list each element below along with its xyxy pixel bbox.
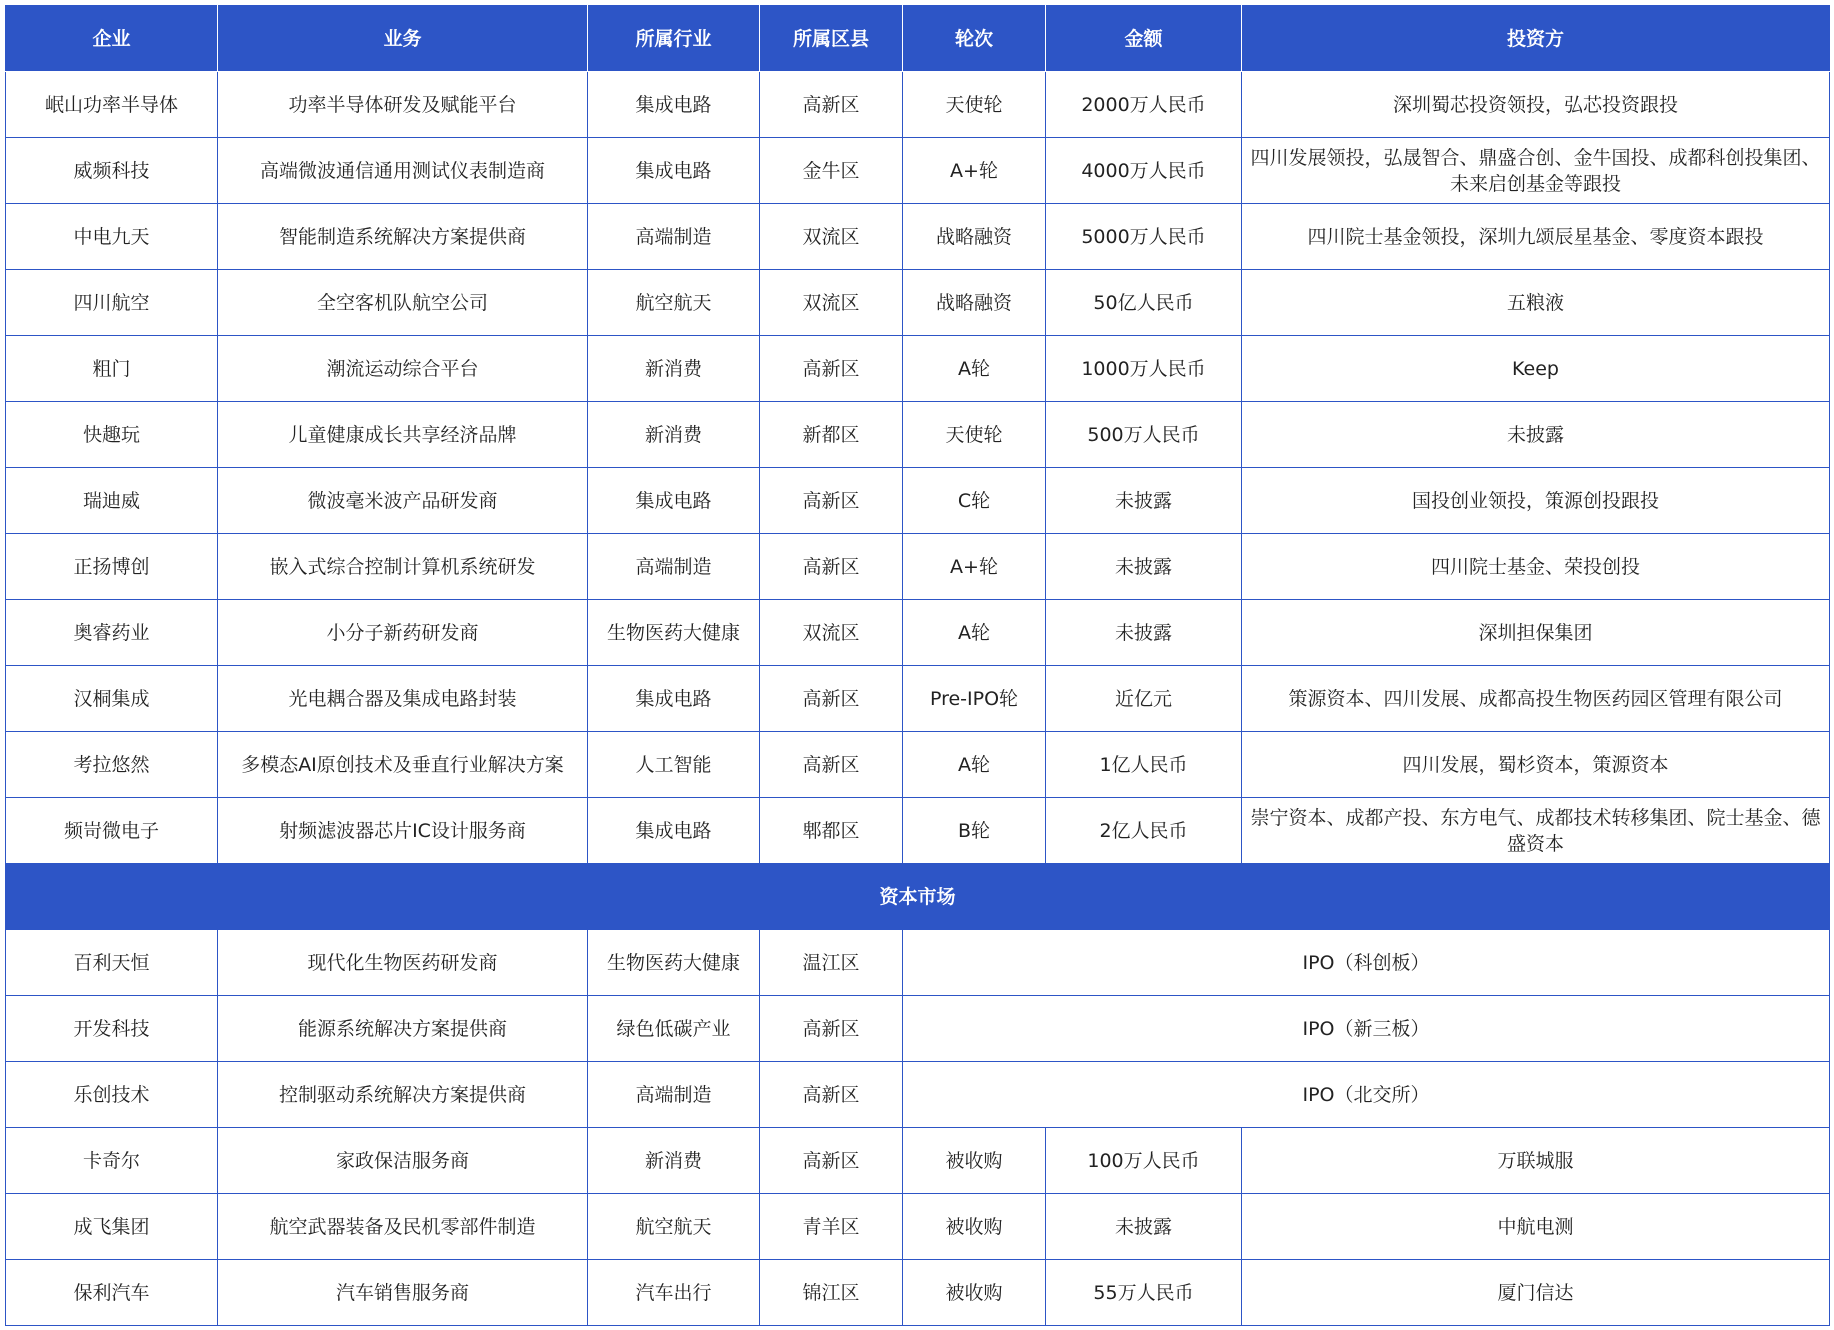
cell-business: 儿童健康成长共享经济品牌 (218, 402, 588, 468)
header-business: 业务 (218, 6, 588, 72)
cell-company: 威频科技 (6, 138, 218, 204)
cell-amount: 未披露 (1046, 600, 1242, 666)
cell-business: 智能制造系统解决方案提供商 (218, 204, 588, 270)
table-row (6, 336, 1830, 402)
financing-table-container (5, 5, 1830, 1326)
cell-amount: 500万人民币 (1046, 402, 1242, 468)
cell-district: 高新区 (760, 1062, 903, 1128)
financing-table (5, 5, 1830, 1326)
table-row (6, 666, 1830, 732)
cell-district: 青羊区 (760, 1194, 903, 1260)
cell-industry: 集成电路 (588, 666, 760, 732)
cell-company: 粗门 (6, 336, 218, 402)
table-row (6, 138, 1830, 204)
cell-investors: 四川院士基金领投，深圳九颂辰星基金、零度资本跟投 (1242, 204, 1830, 270)
cell-ipo-status: IPO（北交所） (903, 1062, 1830, 1128)
cell-round: A+轮 (903, 534, 1046, 600)
cell-company: 正扬博创 (6, 534, 218, 600)
cell-investors: 厦门信达 (1242, 1260, 1830, 1326)
cell-investors: 深圳蜀芯投资领投，弘芯投资跟投 (1242, 72, 1830, 138)
header-amount: 金额 (1046, 6, 1242, 72)
cell-industry: 集成电路 (588, 72, 760, 138)
cell-ipo-status: IPO（新三板） (903, 996, 1830, 1062)
cell-business: 功率半导体研发及赋能平台 (218, 72, 588, 138)
table-row (6, 798, 1830, 864)
cell-industry: 航空航天 (588, 270, 760, 336)
cell-amount: 未披露 (1046, 468, 1242, 534)
cell-round: 被收购 (903, 1128, 1046, 1194)
cell-district: 高新区 (760, 336, 903, 402)
cell-round: 被收购 (903, 1194, 1046, 1260)
cell-district: 高新区 (760, 732, 903, 798)
cell-investors: 四川发展领投，弘晟智合、鼎盛合创、金牛国投、成都科创投集团、未来启创基金等跟投 (1242, 138, 1830, 204)
table-row (6, 468, 1830, 534)
cell-round: A轮 (903, 600, 1046, 666)
cell-investors: 深圳担保集团 (1242, 600, 1830, 666)
cell-industry: 汽车出行 (588, 1260, 760, 1326)
cell-industry: 集成电路 (588, 468, 760, 534)
cell-amount: 2亿人民币 (1046, 798, 1242, 864)
cell-industry: 生物医药大健康 (588, 600, 760, 666)
cell-round: Pre-IPO轮 (903, 666, 1046, 732)
cell-amount: 未披露 (1046, 1194, 1242, 1260)
cell-company: 瑞迪威 (6, 468, 218, 534)
cell-round: A轮 (903, 336, 1046, 402)
cell-round: 战略融资 (903, 270, 1046, 336)
cell-round: A+轮 (903, 138, 1046, 204)
cell-round: A轮 (903, 732, 1046, 798)
section-title: 资本市场 (6, 864, 1830, 930)
cell-company: 频岢微电子 (6, 798, 218, 864)
cell-business: 小分子新药研发商 (218, 600, 588, 666)
cell-district: 温江区 (760, 930, 903, 996)
cell-district: 高新区 (760, 468, 903, 534)
cell-business: 多模态AI原创技术及垂直行业解决方案 (218, 732, 588, 798)
table-row (6, 270, 1830, 336)
section-row-capital-market (6, 864, 1830, 930)
cell-district: 双流区 (760, 600, 903, 666)
cell-investors: Keep (1242, 336, 1830, 402)
table-row (6, 402, 1830, 468)
cell-amount: 1亿人民币 (1046, 732, 1242, 798)
cell-company: 成飞集团 (6, 1194, 218, 1260)
cell-round: 天使轮 (903, 402, 1046, 468)
cell-district: 郫都区 (760, 798, 903, 864)
cell-business: 嵌入式综合控制计算机系统研发 (218, 534, 588, 600)
cell-amount: 未披露 (1046, 534, 1242, 600)
cell-company: 汉桐集成 (6, 666, 218, 732)
cell-district: 高新区 (760, 666, 903, 732)
cell-company: 快趣玩 (6, 402, 218, 468)
cell-company: 百利天恒 (6, 930, 218, 996)
table-row (6, 534, 1830, 600)
cell-investors: 中航电测 (1242, 1194, 1830, 1260)
cell-industry: 新消费 (588, 1128, 760, 1194)
cell-company: 保利汽车 (6, 1260, 218, 1326)
cell-business: 全空客机队航空公司 (218, 270, 588, 336)
cell-business: 能源系统解决方案提供商 (218, 996, 588, 1062)
cell-amount: 4000万人民币 (1046, 138, 1242, 204)
cell-investors: 四川发展，蜀杉资本，策源资本 (1242, 732, 1830, 798)
cell-business: 汽车销售服务商 (218, 1260, 588, 1326)
header-row (6, 6, 1830, 72)
table-row (6, 930, 1830, 996)
cell-district: 高新区 (760, 1128, 903, 1194)
cell-investors: 四川院士基金、荣投创投 (1242, 534, 1830, 600)
cell-industry: 高端制造 (588, 204, 760, 270)
cell-company: 岷山功率半导体 (6, 72, 218, 138)
cell-district: 高新区 (760, 72, 903, 138)
cell-business: 光电耦合器及集成电路封装 (218, 666, 588, 732)
cell-industry: 人工智能 (588, 732, 760, 798)
cell-company: 四川航空 (6, 270, 218, 336)
table-row (6, 732, 1830, 798)
cell-investors: 策源资本、四川发展、成都高投生物医药园区管理有限公司 (1242, 666, 1830, 732)
cell-business: 射频滤波器芯片IC设计服务商 (218, 798, 588, 864)
header-district: 所属区县 (760, 6, 903, 72)
table-row (6, 996, 1830, 1062)
cell-industry: 高端制造 (588, 534, 760, 600)
table-row (6, 1128, 1830, 1194)
cell-company: 卡奇尔 (6, 1128, 218, 1194)
cell-amount: 55万人民币 (1046, 1260, 1242, 1326)
cell-amount: 100万人民币 (1046, 1128, 1242, 1194)
cell-round: C轮 (903, 468, 1046, 534)
cell-business: 控制驱动系统解决方案提供商 (218, 1062, 588, 1128)
cell-industry: 生物医药大健康 (588, 930, 760, 996)
cell-business: 航空武器装备及民机零部件制造 (218, 1194, 588, 1260)
cell-industry: 集成电路 (588, 798, 760, 864)
table-row (6, 204, 1830, 270)
cell-business: 现代化生物医药研发商 (218, 930, 588, 996)
cell-company: 奥睿药业 (6, 600, 218, 666)
cell-amount: 1000万人民币 (1046, 336, 1242, 402)
cell-investors: 未披露 (1242, 402, 1830, 468)
cell-business: 潮流运动综合平台 (218, 336, 588, 402)
cell-amount: 2000万人民币 (1046, 72, 1242, 138)
header-industry: 所属行业 (588, 6, 760, 72)
cell-district: 金牛区 (760, 138, 903, 204)
cell-industry: 航空航天 (588, 1194, 760, 1260)
table-row (6, 1062, 1830, 1128)
table-row (6, 600, 1830, 666)
cell-district: 锦江区 (760, 1260, 903, 1326)
cell-round: B轮 (903, 798, 1046, 864)
cell-amount: 5000万人民币 (1046, 204, 1242, 270)
cell-company: 乐创技术 (6, 1062, 218, 1128)
cell-investors: 国投创业领投，策源创投跟投 (1242, 468, 1830, 534)
cell-investors: 崇宁资本、成都产投、东方电气、成都技术转移集团、院士基金、德盛资本 (1242, 798, 1830, 864)
header-company: 企业 (6, 6, 218, 72)
cell-company: 开发科技 (6, 996, 218, 1062)
cell-ipo-status: IPO（科创板） (903, 930, 1830, 996)
cell-industry: 集成电路 (588, 138, 760, 204)
cell-district: 双流区 (760, 204, 903, 270)
cell-district: 新都区 (760, 402, 903, 468)
cell-business: 微波毫米波产品研发商 (218, 468, 588, 534)
table-row (6, 1260, 1830, 1326)
table-row (6, 1194, 1830, 1260)
cell-company: 中电九天 (6, 204, 218, 270)
cell-round: 战略融资 (903, 204, 1046, 270)
cell-district: 双流区 (760, 270, 903, 336)
cell-investors: 万联城服 (1242, 1128, 1830, 1194)
cell-amount: 50亿人民币 (1046, 270, 1242, 336)
cell-district: 高新区 (760, 996, 903, 1062)
cell-industry: 绿色低碳产业 (588, 996, 760, 1062)
table-row (6, 72, 1830, 138)
cell-industry: 新消费 (588, 402, 760, 468)
cell-company: 考拉悠然 (6, 732, 218, 798)
header-investors: 投资方 (1242, 6, 1830, 72)
cell-industry: 高端制造 (588, 1062, 760, 1128)
cell-amount: 近亿元 (1046, 666, 1242, 732)
cell-industry: 新消费 (588, 336, 760, 402)
cell-investors: 五粮液 (1242, 270, 1830, 336)
cell-business: 高端微波通信通用测试仪表制造商 (218, 138, 588, 204)
cell-business: 家政保洁服务商 (218, 1128, 588, 1194)
cell-round: 天使轮 (903, 72, 1046, 138)
cell-round: 被收购 (903, 1260, 1046, 1326)
cell-district: 高新区 (760, 534, 903, 600)
header-round: 轮次 (903, 6, 1046, 72)
